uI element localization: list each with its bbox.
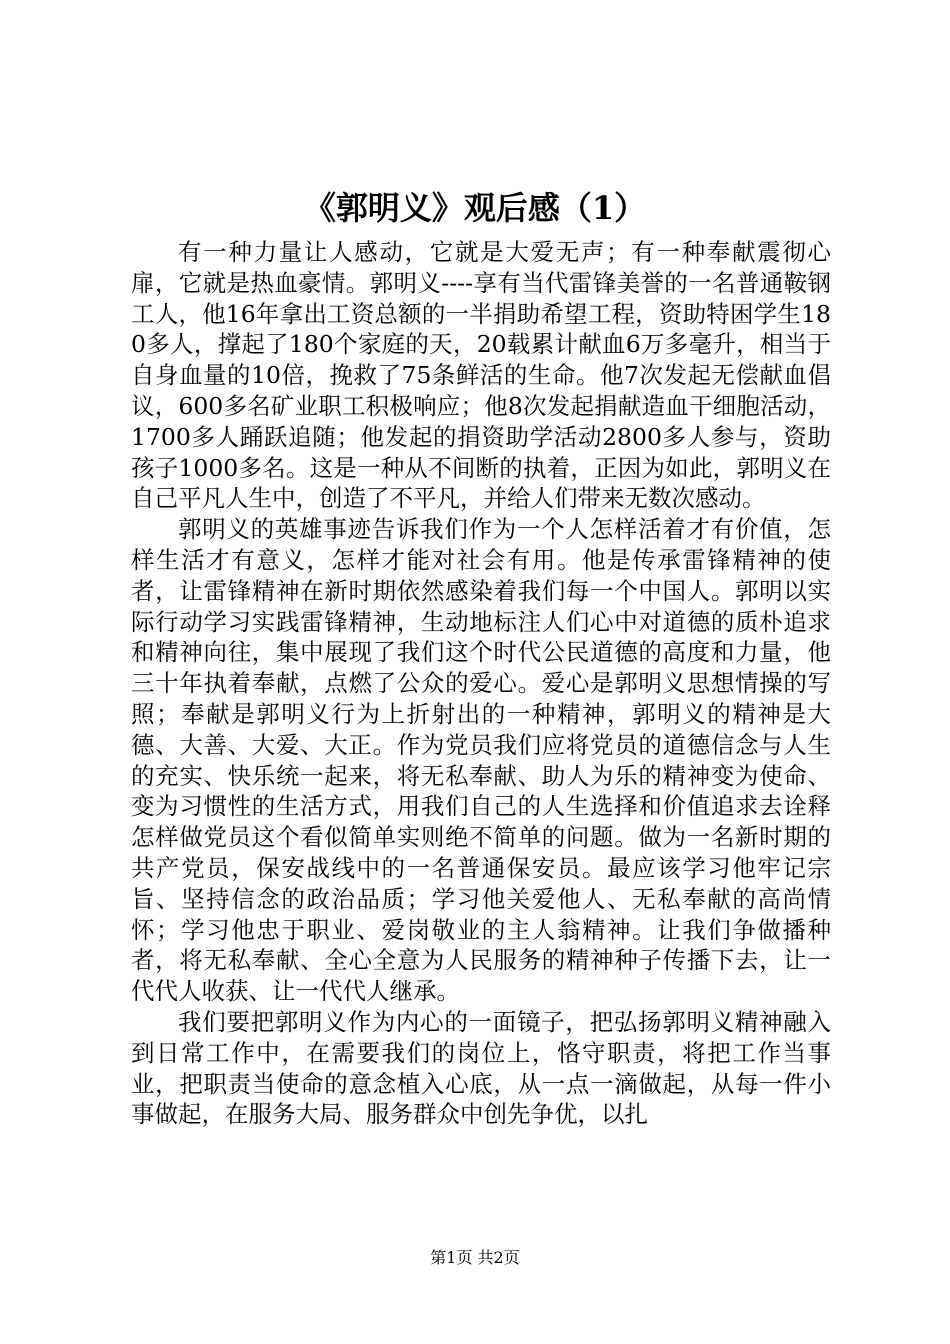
page-footer: 第1页 共2页 [430, 1248, 520, 1267]
paragraph-2: 郭明义的英雄事迹告诉我们作为一个人怎样活着才有价值，怎样生活才有意义，怎样才能对社会有用。他是传承雷锋精神的使者，让雷锋精神在新时期依然感染着我们每一个中国人。郭明以实际行动学习实践雷锋精神，生动地标注人们心中对道德的质朴追求和精神向往，集中展现了我们这个时代公民道德的高度和力量，他三十年执着奉献，点燃了公众的爱心。爱心是郭明义思想情操的写照；奉献是郭明义行为上折射出的一种精神，郭明义的精神是大德、大善、大爱、大正。作为党员我们应将党员的道德信念与人生的充实、快乐统一起来，将无私奉献、助人为乐的精神变为使命、变为习惯性的生活方式，用我们自己的人生选择和价值追求去诠释怎样做党员这个看似简单实则绝不简单的问题。做为一名新时期的共产党员，保安战线中的一名普通保安员。最应该学习他牢记宗旨、坚持信念的政治品质；学习他关爱他人、无私奉献的高尚情怀；学习他忠于职业、爱岗敬业的主人翁精神。让我们争做播种者，将无私奉献、全心全意为人民服务的精神种子传播下去，让一代代人收获、让一代代人继承。 [131, 515, 831, 1006]
document-title: 《郭明义》观后感（1） [303, 189, 647, 227]
paragraph-1: 有一种力量让人感动，它就是大爱无声；有一种奉献震彻心扉，它就是热血豪情。郭明义----享有当代雷锋美誉的一名普通鞍钢工人，他16年拿出工资总额的一半捐助希望工程，资助特困学生180多人，撑起了180个家庭的天，20载累计献血6万多毫升，相当于自身血量的10倍，挽救了75条鲜活的生命。他7次发起无偿献血倡议，600多名矿业职工积极响应；他8次发起捐献造血干细胞活动，1700多人踊跃追随；他发起的捐资助学活动2800多人参与，资助孩子1000多名。这是一种从不间断的执着，正因为如此，郭明义在自己平凡人生中，创造了不平凡，并给人们带来无数次感动。 [131, 238, 831, 513]
document-body [131, 237, 831, 1130]
paragraph-3: 我们要把郭明义作为内心的一面镜子，把弘扬郭明义精神融入到日常工作中，在需要我们的岗位上，恪守职责，将把工作当事业，把职责当使命的意念植入心底，从一点一滴做起，从每一件小事做起，在服务大局、服务群众中创先争优，以扎 [131, 1007, 831, 1129]
